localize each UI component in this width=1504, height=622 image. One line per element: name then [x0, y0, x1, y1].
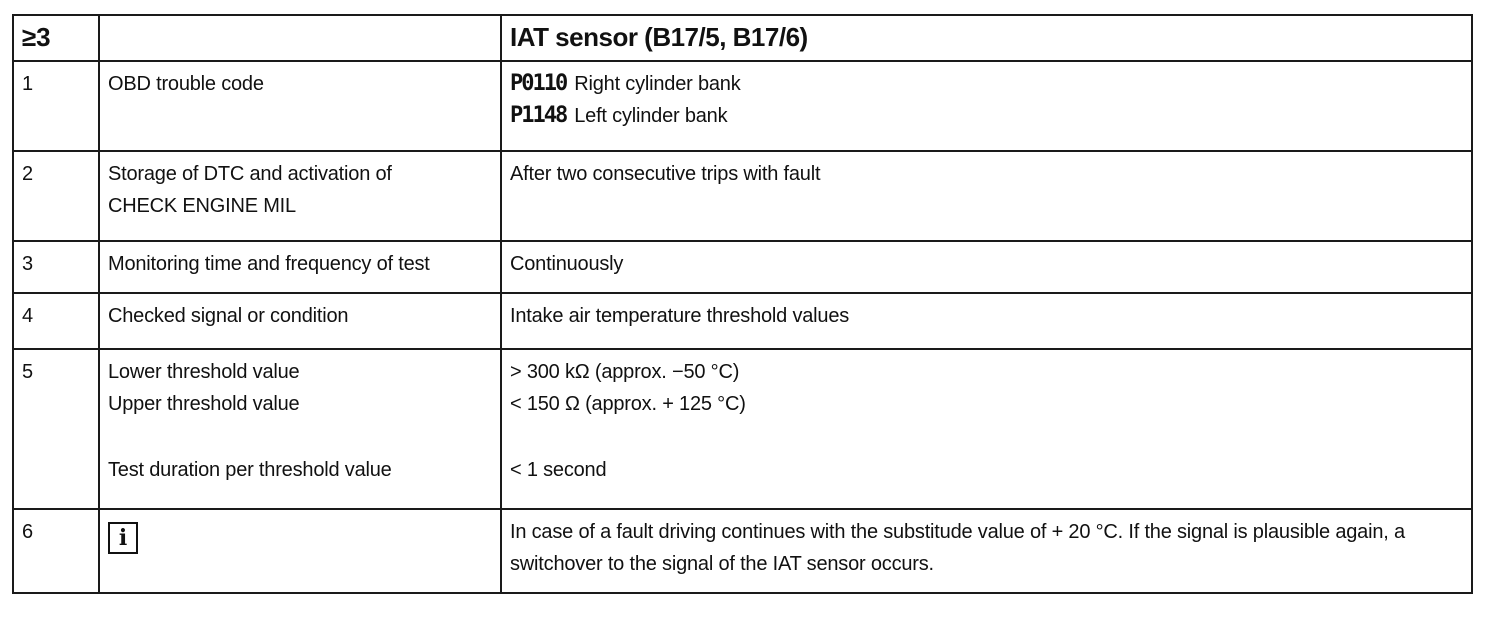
upper-threshold-label: Upper threshold value [108, 393, 300, 415]
row-number: 4 [13, 293, 99, 349]
table-row [13, 61, 1472, 151]
row-number: 5 [13, 349, 99, 509]
header-title-cell [501, 15, 1472, 61]
row-label: OBD trouble code [99, 61, 501, 151]
table-row [13, 293, 1472, 349]
trouble-code-line [510, 100, 1463, 132]
lower-threshold-value: > 300 kΩ (approx. −50 °C) [510, 361, 740, 383]
row-label-line: Storage of DTC and activation of [108, 163, 392, 185]
trouble-code: P0110 [510, 71, 567, 96]
row-number: 2 [13, 151, 99, 241]
note-line: In case of a fault driving continues with the substitude value of + 20 °C. If the signal is plausible again, a [510, 521, 1405, 543]
trouble-code-desc: Right cylinder bank [574, 73, 741, 95]
row-label-line: CHECK ENGINE MIL [108, 195, 296, 217]
table-header-row [13, 15, 1472, 61]
test-duration-label: Test duration per threshold value [108, 459, 392, 481]
page-title: IAT sensor (B17/5, B17/6) [510, 22, 808, 52]
row-value [501, 349, 1472, 509]
row-label [99, 349, 501, 509]
table-row [13, 151, 1472, 241]
table-row [13, 349, 1472, 509]
note-line: switchover to the signal of the IAT sensor occurs. [510, 553, 934, 575]
trouble-code-desc: Left cylinder bank [574, 105, 728, 127]
row-label: Checked signal or condition [99, 293, 501, 349]
row-value [501, 509, 1472, 593]
row-value: Continuously [501, 241, 1472, 293]
lower-threshold-label: Lower threshold value [108, 361, 300, 383]
row-value: After two consecutive trips with fault [501, 151, 1472, 241]
step-marker-cell [13, 15, 99, 61]
row-value: Intake air temperature threshold values [501, 293, 1472, 349]
row-label: Monitoring time and frequency of test [99, 241, 501, 293]
row-label [99, 151, 501, 241]
trouble-code-line [510, 68, 1463, 100]
row-number: 6 [13, 509, 99, 593]
trouble-code: P1148 [510, 103, 567, 128]
header-blank-cell [99, 15, 501, 61]
row-label [99, 509, 501, 593]
table-row [13, 509, 1472, 593]
upper-threshold-value: < 150 Ω (approx. + 125 °C) [510, 393, 746, 415]
info-icon: i [108, 522, 138, 554]
test-duration-value: < 1 second [510, 459, 607, 481]
row-value [501, 61, 1472, 151]
row-number: 3 [13, 241, 99, 293]
step-marker: ≥3 [22, 22, 51, 52]
row-number: 1 [13, 61, 99, 151]
diagnostic-table [12, 14, 1473, 594]
table-row [13, 241, 1472, 293]
